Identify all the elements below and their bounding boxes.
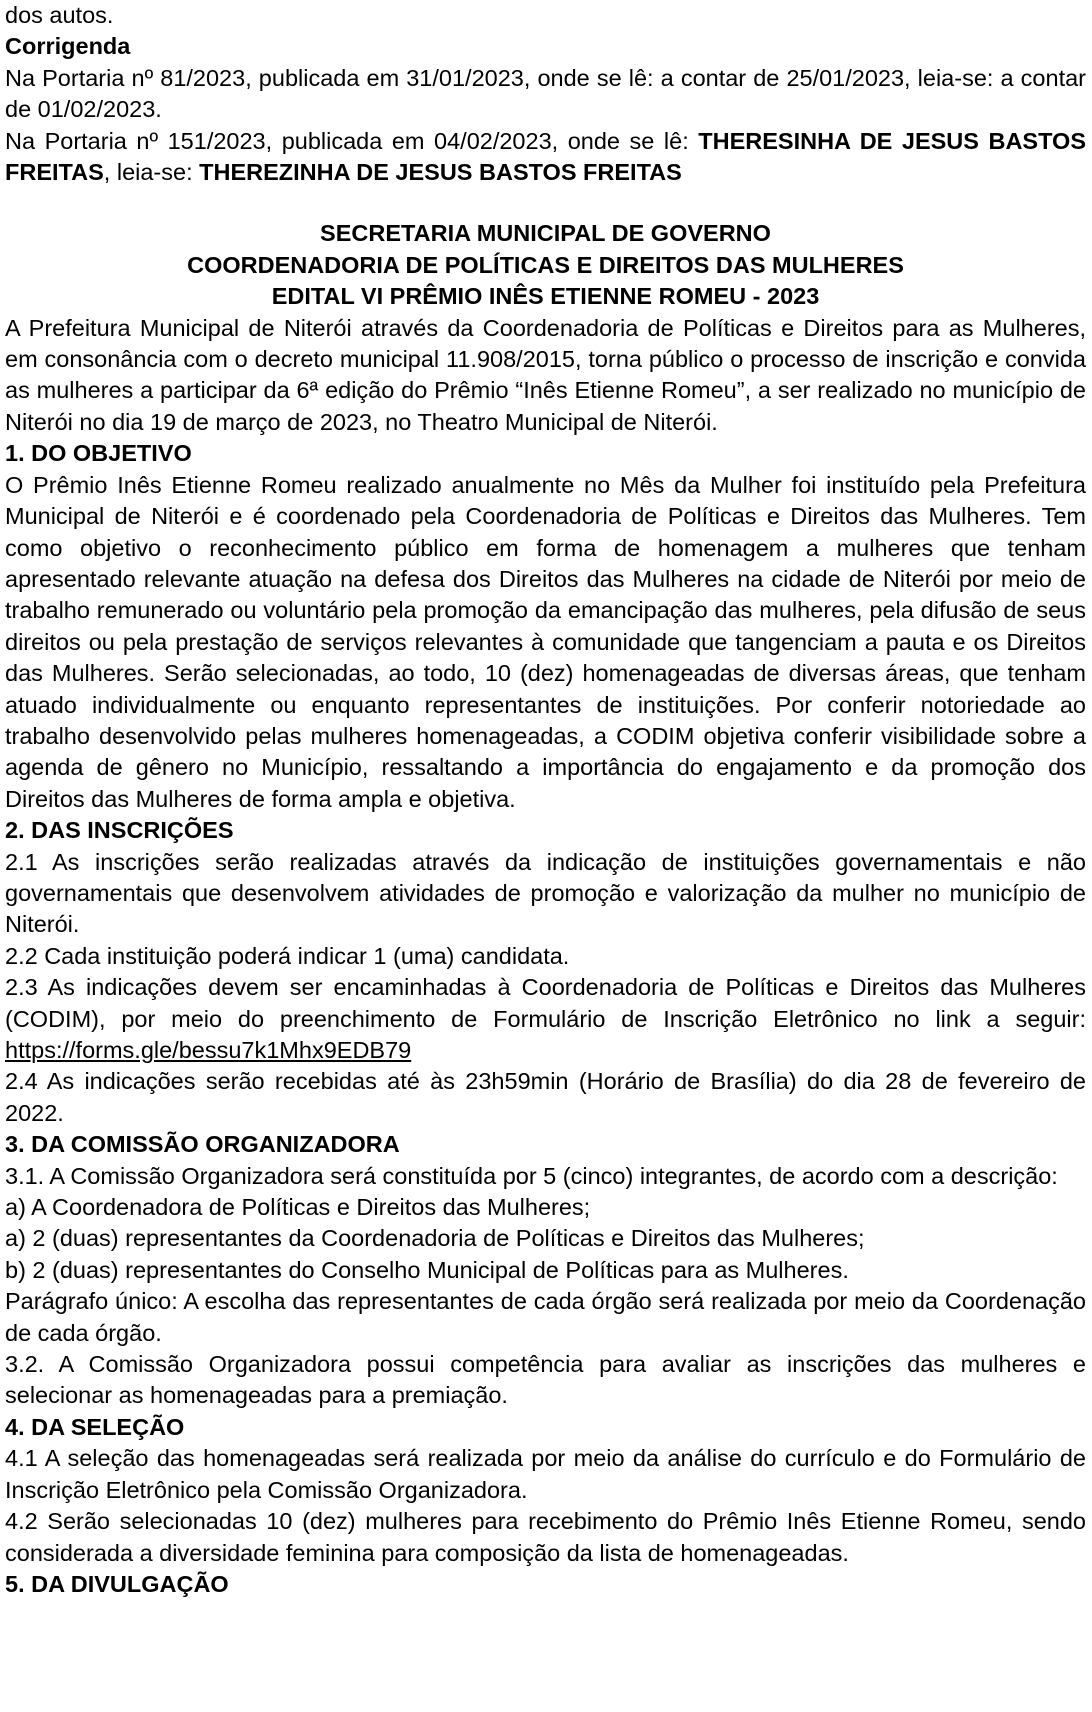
corrigenda-2-old-name: THERESINHA DE JESUS BASTOS FREITAS xyxy=(5,127,1086,186)
heading-secretaria: SECRETARIA MUNICIPAL DE GOVERNO xyxy=(320,220,771,247)
section-2-3-text: 2.3 As indicações devem ser encaminhadas à Coordenadoria de Políticas e Direitos das Mulheres (CODIM), por meio do preenchimento de Formulário de Inscrição Eletrônico no link a seguir: xyxy=(5,974,1086,1032)
form-link[interactable]: https://forms.gle/bessu7k1Mhx9EDB79 xyxy=(5,1037,412,1063)
section-3-item-a2: a) 2 (duas) representantes da Coordenadoria de Políticas e Direitos das Mulheres; xyxy=(5,1225,865,1252)
section-4-1: 4.1 A seleção das homenageadas será realizada por meio da análise do currículo e do Formulário de Inscrição Eletrônico pela Comissão Organizadora. xyxy=(5,1445,1086,1503)
corrigenda-title: Corrigenda xyxy=(5,33,131,60)
fragment-text: dos autos. xyxy=(5,2,114,28)
section-3-2: 3.2. A Comissão Organizadora possui competência para avaliar as inscrições das mulheres e selecionar as homenageadas para a premiação. xyxy=(5,1351,1086,1409)
section-2-1: 2.1 As inscrições serão realizadas através da indicação de instituições governamentais e não governamentais que desenvolvem atividades de promoção e valorização da mulher no município de Niterói. xyxy=(5,848,1086,938)
heading-coordenadoria: COORDENADORIA DE POLÍTICAS E DIREITOS DAS MULHERES xyxy=(187,251,904,278)
corrigenda-paragraph-1: Na Portaria nº 81/2023, publicada em 31/01/2023, onde se lê: a contar de 25/01/2023, leia-se: a contar de 01/02/2023. xyxy=(5,64,1086,123)
section-4-title: 4. DA SELEÇÃO xyxy=(5,1413,185,1440)
intro-paragraph: A Prefeitura Municipal de Niterói através da Coordenadoria de Políticas e Direitos para as Mulheres, em consonância com o decreto municipal 11.908/2015, torna público o processo de inscrição e convida as mulheres a participar da 6ª edição do Prêmio “Inês Etienne Romeu”, a ser realizado no município de Niterói no dia 19 de março de 2023, no Theatro Municipal de Niterói. xyxy=(5,314,1086,435)
heading-edital: EDITAL VI PRÊMIO INÊS ETIENNE ROMEU - 2023 xyxy=(271,283,820,310)
section-3-1: 3.1. A Comissão Organizadora será constituída por 5 (cinco) integrantes, de acordo com a descrição: xyxy=(5,1162,1058,1189)
section-3-paragrafo-unico: Parágrafo único: A escolha das representantes de cada órgão será realizada por meio da Coordenação de cada órgão. xyxy=(5,1288,1086,1346)
section-4-2: 4.2 Serão selecionadas 10 (dez) mulheres para recebimento do Prêmio Inês Etienne Romeu, sendo considerada a diversidade feminina para composição da lista de homenageadas. xyxy=(5,1508,1086,1566)
section-2-2: 2.2 Cada instituição poderá indicar 1 (uma) candidata. xyxy=(5,942,570,969)
edital-heading xyxy=(5,188,1086,312)
section-3-title: 3. DA COMISSÃO ORGANIZADORA xyxy=(5,1131,400,1158)
section-3-item-b1: b) 2 (duas) representantes do Conselho Municipal de Políticas para as Mulheres. xyxy=(5,1256,849,1283)
section-2-3 xyxy=(5,972,1086,1066)
section-2-title: 2. DAS INSCRIÇÕES xyxy=(5,817,234,844)
corrigenda-2-new-name: THEREZINHA DE JESUS BASTOS FREITAS xyxy=(199,159,682,186)
corrigenda-paragraph-2 xyxy=(5,126,1086,189)
section-1-title: 1. DO OBJETIVO xyxy=(5,440,192,467)
corrigenda-2-prefix: Na Portaria nº 151/2023, publicada em 04/02/2023, onde se lê: xyxy=(5,127,699,154)
corrigenda-2-mid: , leia-se: xyxy=(103,159,200,186)
section-3-item-a1: a) A Coordenadora de Políticas e Direitos das Mulheres; xyxy=(5,1194,591,1221)
section-5-title: 5. DA DIVULGAÇÃO xyxy=(5,1570,229,1597)
section-1-text: O Prêmio Inês Etienne Romeu realizado anualmente no Mês da Mulher foi instituído pela Prefeitura Municipal de Niterói e é coordenado pela Coordenadoria de Políticas e Direitos das Mulheres. Tem como objetivo o reconhecimento público em forma de homenagem a mulheres que tenham apresentado relevante atuação na defesa dos Direitos das Mulheres na cidade de Niterói por meio de trabalho remunerado ou voluntário pela promoção da emancipação das mulheres, pela difusão de seus direitos ou pela prestação de serviços relevantes à comunidade que tangenciam a pauta e os Direitos das Mulheres. Serão selecionadas, ao todo, 10 (dez) homenageadas de diversas áreas, que tenham atuado individualmente ou enquanto representantes de instituições. Por conferir notoriedade ao trabalho desenvolvido pelas mulheres homenageadas, a CODIM objetiva conferir visibilidade sobre a agenda de gênero no Município, ressaltando a importância do engajamento e da promoção dos Direitos das Mulheres de forma ampla e objetiva. xyxy=(5,471,1086,812)
section-2-4: 2.4 As indicações serão recebidas até às 23h59min (Horário de Brasília) do dia 28 de fevereiro de 2022. xyxy=(5,1068,1086,1126)
